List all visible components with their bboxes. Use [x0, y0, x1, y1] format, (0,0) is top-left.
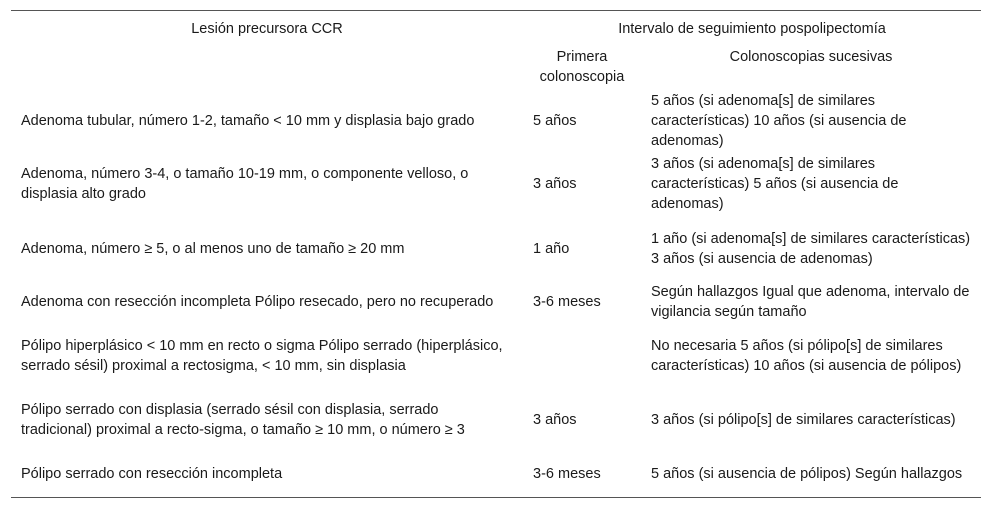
header-successive-colonoscopies: Colonoscopias sucesivas — [729, 49, 893, 65]
cell-first: 3 años — [533, 412, 577, 428]
header-first-colonoscopy: Primera colonoscopia — [539, 49, 625, 85]
table-row — [11, 151, 981, 216]
cell-lesion: Adenoma, número 3-4, o tamaño 10-19 mm, o componente velloso, o displasia alto grado — [21, 165, 469, 202]
cell-successive: 1 año (si adenoma[s] de similares características) 3 años (si ausencia de adenomas) — [651, 230, 971, 267]
cell-lesion: Adenoma tubular, número 1-2, tamaño < 10 mm y displasia bajo grado — [21, 113, 475, 129]
cell-first: 3-6 meses — [533, 466, 601, 482]
cell-successive: 3 años (si pólipo[s] de similares características) — [651, 412, 956, 428]
cell-first: 3-6 meses — [533, 294, 601, 310]
header-lesion-spacer — [11, 47, 523, 91]
cell-successive: 5 años (si adenoma[s] de similares características) 10 años (si ausencia de adenomas) — [651, 93, 907, 149]
cell-lesion: Adenoma, número ≥ 5, o al menos uno de tamaño ≥ 20 mm — [21, 240, 405, 257]
table-body — [11, 91, 981, 498]
header-interval: Intervalo de seguimiento pospolipectomía — [618, 21, 886, 37]
subheader-row — [11, 47, 981, 91]
table-row — [11, 323, 981, 389]
header-row — [11, 11, 981, 48]
cell-first — [523, 323, 641, 389]
table-row — [11, 91, 981, 151]
cell-successive: 5 años (si ausencia de pólipos) Según hallazgos — [651, 466, 963, 482]
cell-successive: Según hallazgos Igual que adenoma, intervalo de vigilancia según tamaño — [651, 284, 970, 320]
cell-lesion: Pólipo hiperplásico < 10 mm en recto o sigma Pólipo serrado (hiperplásico, serrado sésil) proximal a rectosigma, < 10 mm, sin displasia — [21, 338, 503, 374]
table-row — [11, 389, 981, 451]
header-lesion: Lesión precursora CCR — [191, 21, 343, 37]
cell-successive: No necesaria 5 años (si pólipo[s] de similares características) 10 años (si ausencia de pólipos) — [651, 338, 962, 374]
cell-lesion: Pólipo serrado con displasia (serrado sésil con displasia, serrado tradicional) proximal a recto-sigma, o tamaño ≥ 10 mm, o número ≥ 3 — [21, 402, 465, 438]
table-row — [11, 451, 981, 498]
table-row — [11, 216, 981, 281]
cell-lesion: Adenoma con resección incompleta Pólipo resecado, pero no recuperado — [21, 294, 494, 310]
cell-first: 5 años — [533, 113, 577, 129]
cell-successive: 3 años (si adenoma[s] de similares características) 5 años (si ausencia de adenomas) — [651, 155, 899, 212]
table-row — [11, 281, 981, 323]
surveillance-table — [11, 10, 981, 498]
cell-first: 3 años — [533, 175, 577, 192]
table-header — [11, 11, 981, 92]
cell-lesion: Pólipo serrado con resección incompleta — [21, 466, 283, 482]
cell-first: 1 año — [533, 240, 570, 257]
